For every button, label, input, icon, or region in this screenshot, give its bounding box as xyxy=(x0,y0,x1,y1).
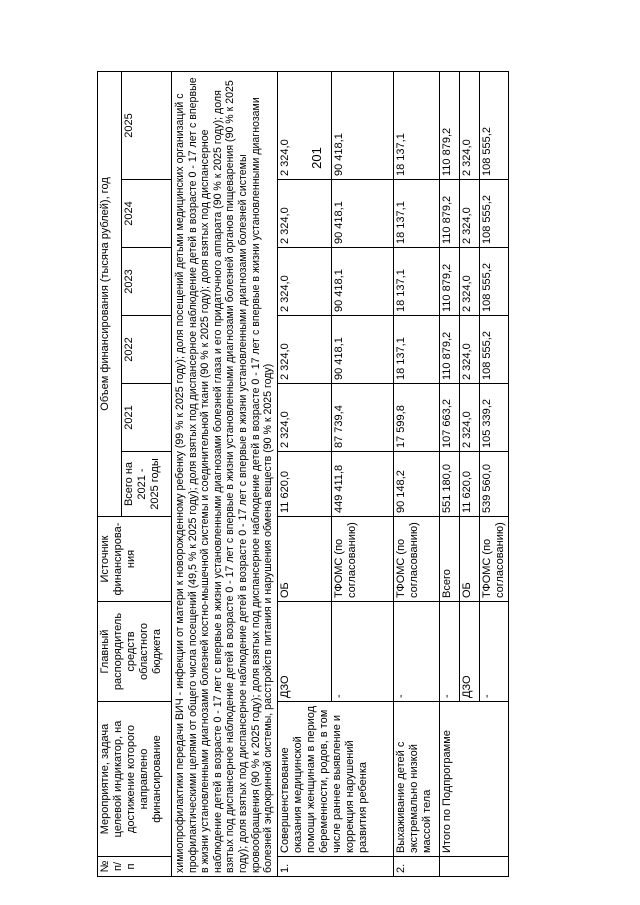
row-value: 2 324,0 xyxy=(459,316,479,384)
financing-table xyxy=(97,71,509,877)
row-value: 110 879,2 xyxy=(439,316,459,384)
header-year: 2023 xyxy=(122,248,172,316)
row-value: 2 324,0 xyxy=(459,71,479,179)
row-value: 2 324,0 xyxy=(277,71,331,179)
header-num: № п/п xyxy=(98,857,172,877)
row-value: 2 324,0 xyxy=(277,316,331,384)
row-measure: Выхаживание детей с экстремально низкой массой тела xyxy=(393,702,439,857)
row-num: 1. xyxy=(277,857,393,877)
targets-note: химиопрофилактики передачи ВИЧ - инфекции от матери к новорожденному ребенку (99 % к 2025 году); доля посещений детьми медицинских организаций с профилактическими целями от общего числа посещений (49,5 % к 2025 году); доля взятых под диспансерное наблюдение детей в возрасте 0 - 17 лет с впервые в жизни установленными диагнозами болезней костно-мышечной системы и соединительной ткани (90 % к 2025 году); доля взятых под диспансерное наблюдение детей в возрасте 0 - 17 лет с впервые в жизни установленными диагнозами болезней глаза и его придаточного аппарата (90 % к 2025 году); доля взятых под диспансерное наблюдение детей в возрасте 0 - 17 лет с впервые в жизни установленными диагнозами болезней органов пищеварения (90 % к 2025 году); доля взятых под диспансерное наблюдение детей в возрасте 0 - 17 лет с впервые в жизни установленными диагнозами болезней системы кровообращения (90 % к 2025 году); доля взятых под диспансерное наблюдение детей в возрасте 0 - 17 лет с впервые в жизни установленными диагнозами болезней эндокринной системы, расстройств питания и нарушения обмена веществ (90 % к 2025 году) xyxy=(172,71,278,876)
row-value: 108 555,2 xyxy=(479,71,508,179)
row-total: 449 411,8 xyxy=(331,452,393,517)
row-total: 90 148,2 xyxy=(393,452,439,517)
table-row xyxy=(439,71,459,876)
row-source: ТФОМС (по согласованию) xyxy=(393,517,439,602)
row-value: 107 663,2 xyxy=(439,384,459,452)
row-value: 90 418,1 xyxy=(331,248,393,316)
row-source: ОБ xyxy=(459,517,479,602)
row-value: 108 555,2 xyxy=(479,316,508,384)
header-total: Всего на 2021 - 2025 годы xyxy=(122,452,172,517)
rotated-table-wrapper xyxy=(97,72,622,877)
row-source: ТФОМС (по согласованию) xyxy=(331,517,393,602)
row-value: 2 324,0 xyxy=(459,384,479,452)
header-year: 2022 xyxy=(122,316,172,384)
row-manager: - xyxy=(439,602,459,702)
row-value: 108 555,2 xyxy=(479,248,508,316)
row-value: 105 339,2 xyxy=(479,384,508,452)
header-year: 2025 xyxy=(122,71,172,179)
row-value: 110 879,2 xyxy=(439,71,459,179)
row-manager: ДЗО xyxy=(459,602,479,702)
page-number: 201 xyxy=(309,147,324,169)
header-year: 2024 xyxy=(122,180,172,248)
header-source: Источник финансирова-ния xyxy=(98,517,172,602)
row-total: 11 620,0 xyxy=(277,452,331,517)
row-value: 90 418,1 xyxy=(331,71,393,179)
table-row xyxy=(393,71,439,876)
row-value: 90 418,1 xyxy=(331,316,393,384)
row-value: 87 739,4 xyxy=(331,384,393,452)
row-value: 2 324,0 xyxy=(277,180,331,248)
row-value: 110 879,2 xyxy=(439,180,459,248)
row-value: 90 418,1 xyxy=(331,180,393,248)
row-value: 18 137,1 xyxy=(393,180,439,248)
header-measure: Мероприятие, задача целевой индикатор, на достижение которого направлено финансирование xyxy=(98,702,172,857)
header-volume: Объем финансирования (тысяча рублей), год xyxy=(98,71,122,516)
row-manager: - xyxy=(479,602,508,702)
row-value: 110 879,2 xyxy=(439,248,459,316)
row-total: 11 620,0 xyxy=(459,452,479,517)
row-measure: Совершенствование оказания медицинской помощи женщинам в период беременности, родов, в том числе раннее выявление и коррекция нарушений развития ребенка xyxy=(277,702,393,857)
row-value: 17 599,8 xyxy=(393,384,439,452)
row-source: ОБ xyxy=(277,517,331,602)
row-total: 551 180,0 xyxy=(439,452,459,517)
row-value: 18 137,1 xyxy=(393,316,439,384)
row-manager: - xyxy=(331,602,393,702)
row-value: 18 137,1 xyxy=(393,248,439,316)
row-value: 2 324,0 xyxy=(459,248,479,316)
row-value: 2 324,0 xyxy=(459,180,479,248)
row-measure: Итого по Подпрограмме xyxy=(439,702,508,857)
row-value: 18 137,1 xyxy=(393,71,439,179)
row-value: 108 555,2 xyxy=(479,180,508,248)
row-value: 2 324,0 xyxy=(277,248,331,316)
header-manager: Главный распорядитель средств областного бюджета xyxy=(98,602,172,702)
row-source: Всего xyxy=(439,517,459,602)
row-value: 2 324,0 xyxy=(277,384,331,452)
table-row xyxy=(277,71,331,876)
row-num xyxy=(439,857,508,877)
row-num: 2. xyxy=(393,857,439,877)
row-manager: ДЗО xyxy=(277,602,331,702)
header-year: 2021 xyxy=(122,384,172,452)
row-manager: - xyxy=(393,602,439,702)
row-source: ТФОМС (по согласованию) xyxy=(479,517,508,602)
row-total: 539 560,0 xyxy=(479,452,508,517)
